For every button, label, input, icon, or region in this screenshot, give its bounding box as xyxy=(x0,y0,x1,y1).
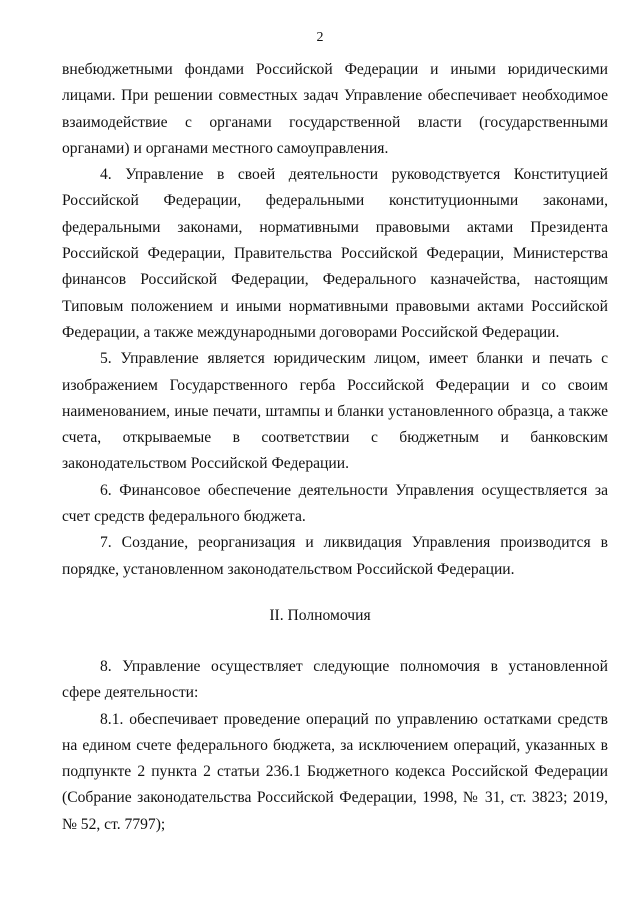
paragraph-8: 8. Управление осуществляет следующие полномочия в установленной сфере деятельности: xyxy=(62,658,608,702)
paragraph-5: 5. Управление является юридическим лицом, имеет бланки и печать с изображением Государственного герба Российской Федерации и со своим наименованием, иные печати, штампы и бланки установленного образца, а также счета, открываемые в соответствии с бюджетным и банковским законодательством Российской Федерации. xyxy=(62,350,608,473)
paragraph-4: 4. Управление в своей деятельности руководствуется Конституцией Российской Федерации, федеральными конституционными законами, федеральными законами, нормативными правовыми актами Президента Российской Федерации, Правительства Российской Федерации, Министерства финансов Российской Федерации, Федерального казначейства, настоящим Типовым положением и иными нормативными правовыми актами Российской Федерации, а также международными договорами Российской Федерации. xyxy=(62,166,608,341)
page-number: 2 xyxy=(316,30,324,45)
document-body xyxy=(62,57,608,583)
paragraph-8-1: 8.1. обеспечивает проведение операций по управлению остатками средств на едином счете федерального бюджета, за исключением операций, указанных в подпункте 2 пункта 2 статьи 236.1 Бюджетного кодекса Российской Федерации (Собрание законодательства Российской Федерации, 1998, № 31, ст. 3823; 2019, № 52, ст. 7797); xyxy=(62,710,608,833)
paragraph-6: 6. Финансовое обеспечение деятельности Управления осуществляется за счет средств федерального бюджета. xyxy=(62,481,608,526)
paragraph-7: 7. Создание, реорганизация и ликвидация Управления производится в порядке, установленном законодательством Российской Федерации. xyxy=(62,534,608,578)
paragraph-3-continuation: внебюджетными фондами Российской Федерации и иными юридическими лицами. При решении совместных задач Управление обеспечивает необходимое взаимодействие с органами государственной власти (государственными органами) и органами местного самоуправления. xyxy=(62,61,608,157)
document-body-lower xyxy=(62,654,608,838)
section-heading: II. Полномочия xyxy=(269,607,371,624)
